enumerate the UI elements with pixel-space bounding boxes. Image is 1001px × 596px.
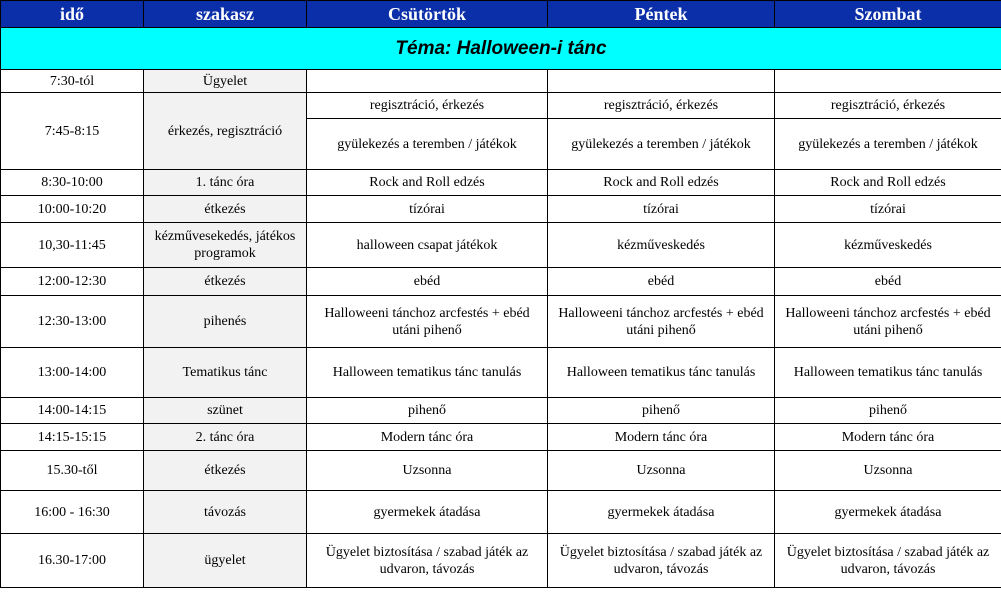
header-row	[1, 1, 1001, 28]
table-row	[1, 534, 1001, 588]
section-cell: szünet	[144, 398, 307, 424]
time-cell: 15.30-től	[1, 451, 144, 491]
table-row	[1, 451, 1001, 491]
activity-cell: Rock and Roll edzés	[548, 170, 775, 196]
table-row	[1, 424, 1001, 451]
table-row	[1, 93, 1001, 119]
table-row	[1, 491, 1001, 534]
time-cell: 12:00-12:30	[1, 268, 144, 296]
section-cell: pihenés	[144, 296, 307, 348]
time-cell: 16.30-17:00	[1, 534, 144, 588]
activity-cell: Modern tánc óra	[775, 424, 1001, 451]
time-cell: 7:30-tól	[1, 70, 144, 93]
activity-cell: Halloween tematikus tánc tanulás	[548, 348, 775, 398]
activity-cell: gyermekek átadása	[775, 491, 1001, 534]
header-day-saturday: Szombat	[775, 1, 1001, 28]
time-cell: 13:00-14:00	[1, 348, 144, 398]
time-cell: 10:00-10:20	[1, 196, 144, 223]
section-cell: étkezés	[144, 196, 307, 223]
time-cell: 7:45-8:15	[1, 93, 144, 170]
activity-cell: Uzsonna	[548, 451, 775, 491]
activity-cell: tízórai	[548, 196, 775, 223]
activity-cell: Rock and Roll edzés	[775, 170, 1001, 196]
table-row	[1, 296, 1001, 348]
activity-cell: ebéd	[775, 268, 1001, 296]
activity-cell: regisztráció, érkezés	[307, 93, 548, 119]
time-cell: 14:15-15:15	[1, 424, 144, 451]
activity-cell: kézműveskedés	[775, 223, 1001, 268]
theme-row	[1, 28, 1001, 70]
header-day-thursday: Csütörtök	[307, 1, 548, 28]
activity-cell: Rock and Roll edzés	[307, 170, 548, 196]
activity-cell: Uzsonna	[775, 451, 1001, 491]
activity-cell: tízórai	[307, 196, 548, 223]
activity-cell: pihenő	[307, 398, 548, 424]
table-row	[1, 170, 1001, 196]
activity-cell: Ügyelet biztosítása / szabad játék az udvaron, távozás	[548, 534, 775, 588]
section-cell: étkezés	[144, 451, 307, 491]
section-cell: Tematikus tánc	[144, 348, 307, 398]
time-cell: 8:30-10:00	[1, 170, 144, 196]
section-cell: érkezés, regisztráció	[144, 93, 307, 170]
theme-title: Téma: Halloween-i tánc	[1, 28, 1001, 70]
section-cell: étkezés	[144, 268, 307, 296]
activity-cell: ebéd	[307, 268, 548, 296]
activity-cell: Modern tánc óra	[307, 424, 548, 451]
header-day-friday: Péntek	[548, 1, 775, 28]
table-row	[1, 196, 1001, 223]
section-cell: 1. tánc óra	[144, 170, 307, 196]
activity-cell-empty	[775, 70, 1001, 93]
activity-cell: ebéd	[548, 268, 775, 296]
activity-cell: gyülekezés a teremben / játékok	[548, 119, 775, 170]
activity-cell: regisztráció, érkezés	[775, 93, 1001, 119]
activity-cell: halloween csapat játékok	[307, 223, 548, 268]
section-cell: kézművesekedés, játékos programok	[144, 223, 307, 268]
table-row	[1, 70, 1001, 93]
activity-cell: gyermekek átadása	[307, 491, 548, 534]
time-cell: 12:30-13:00	[1, 296, 144, 348]
activity-cell: Halloween tematikus tánc tanulás	[307, 348, 548, 398]
activity-cell: pihenő	[775, 398, 1001, 424]
activity-cell: kézműveskedés	[548, 223, 775, 268]
activity-cell-empty	[307, 70, 548, 93]
section-cell: ügyelet	[144, 534, 307, 588]
header-section: szakasz	[144, 1, 307, 28]
activity-cell-empty	[548, 70, 775, 93]
activity-cell: pihenő	[548, 398, 775, 424]
section-cell: távozás	[144, 491, 307, 534]
time-cell: 10,30-11:45	[1, 223, 144, 268]
activity-cell: tízórai	[775, 196, 1001, 223]
activity-cell: Modern tánc óra	[548, 424, 775, 451]
activity-cell: Ügyelet biztosítása / szabad játék az udvaron, távozás	[307, 534, 548, 588]
activity-cell: Halloweeni tánchoz arcfestés + ebéd utáni pihenő	[548, 296, 775, 348]
activity-cell: Ügyelet biztosítása / szabad játék az udvaron, távozás	[775, 534, 1001, 588]
activity-cell: Uzsonna	[307, 451, 548, 491]
activity-cell: gyermekek átadása	[548, 491, 775, 534]
activity-cell: Halloween tematikus tánc tanulás	[775, 348, 1001, 398]
table-row	[1, 348, 1001, 398]
activity-cell: gyülekezés a teremben / játékok	[775, 119, 1001, 170]
time-cell: 16:00 - 16:30	[1, 491, 144, 534]
activity-cell: Halloweeni tánchoz arcfestés + ebéd utáni pihenő	[775, 296, 1001, 348]
activity-cell: Halloweeni tánchoz arcfestés + ebéd utáni pihenő	[307, 296, 548, 348]
section-cell: Ügyelet	[144, 70, 307, 93]
time-cell: 14:00-14:15	[1, 398, 144, 424]
activity-cell: gyülekezés a teremben / játékok	[307, 119, 548, 170]
activity-cell: regisztráció, érkezés	[548, 93, 775, 119]
table-row	[1, 223, 1001, 268]
section-cell: 2. tánc óra	[144, 424, 307, 451]
table-row	[1, 268, 1001, 296]
header-time: idő	[1, 1, 144, 28]
table-row	[1, 398, 1001, 424]
